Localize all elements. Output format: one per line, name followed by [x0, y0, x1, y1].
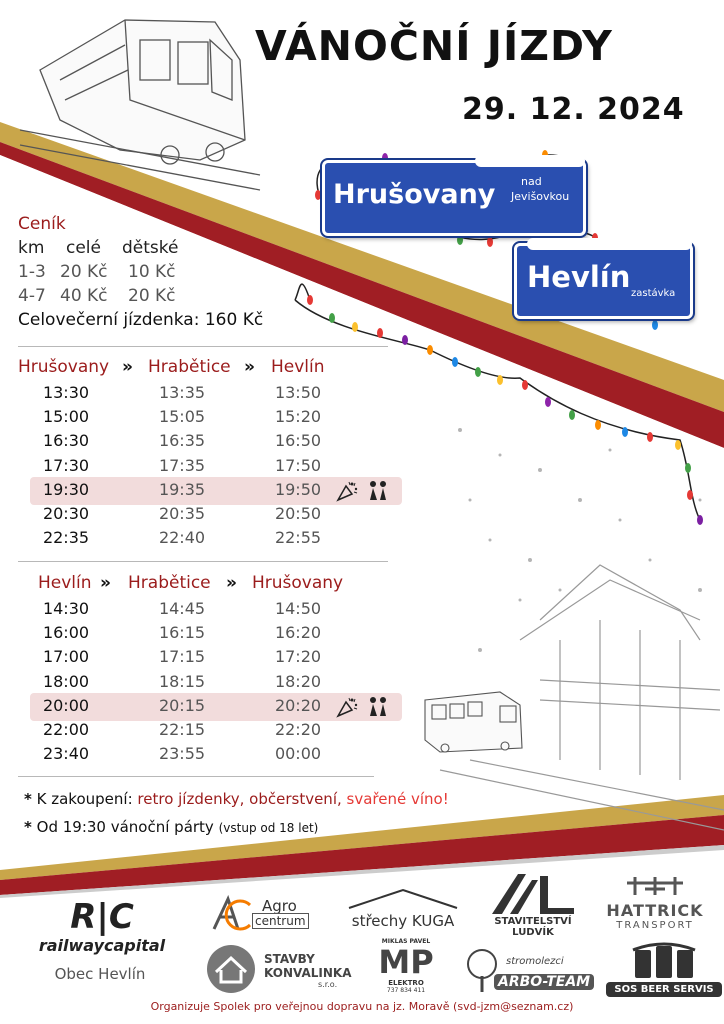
sign-name: Hrušovany [333, 179, 496, 210]
route2-stop-1: Hevlín [38, 573, 92, 593]
note-mulled-wine: svařené víno! [346, 790, 449, 808]
ludvik-mark-icon [488, 872, 578, 916]
arrival-time: 16:50 [274, 431, 322, 451]
via-time: 20:15 [158, 695, 206, 715]
price-child: 10 Kč [128, 262, 176, 282]
mp-mark: MP [378, 943, 434, 981]
price-list-title: Ceník [18, 214, 66, 234]
sign-sub-2: Jevišovkou [511, 190, 570, 203]
party-popper-icon [336, 480, 360, 506]
arbo-top: stromolezci [506, 956, 564, 967]
price-row [18, 284, 263, 308]
via-time: 17:15 [158, 647, 206, 667]
departure-time: 20:30 [42, 504, 90, 523]
price-full: 20 Kč [60, 262, 108, 282]
via-time: 14:45 [158, 599, 206, 618]
logo-railwaycapital [24, 898, 180, 955]
arrival-time: 18:20 [274, 671, 322, 691]
logo-strechy-kuga [338, 888, 468, 930]
event-date: 29. 12. 2024 [462, 92, 685, 127]
arrival-time: 00:00 [274, 744, 322, 764]
note-purchase-label: K zakoupení: [36, 790, 133, 808]
note-star: * [24, 790, 32, 808]
arrival-time: 20:50 [274, 504, 322, 523]
departure-time: 19:30 [42, 479, 90, 499]
arrival-time: 17:50 [274, 455, 322, 475]
mp-sub: ELEKTRO [388, 979, 424, 987]
price-row [18, 260, 263, 284]
price-col-full: celé [66, 238, 101, 258]
price-full: 40 Kč [60, 286, 108, 306]
via-time: 16:35 [158, 431, 206, 451]
arrival-time: 22:20 [274, 720, 322, 739]
beer-mugs-icon [629, 942, 699, 980]
price-col-km: km [18, 238, 45, 258]
rc-name: railwaycapital [38, 936, 166, 955]
departure-time: 14:30 [42, 599, 90, 618]
mp-top: MIKLAS PAVEL [381, 938, 431, 945]
via-time: 19:35 [158, 479, 206, 499]
arrival-time: 13:50 [274, 383, 322, 402]
arrival-time: 15:20 [274, 407, 322, 427]
price-child: 20 Kč [128, 286, 176, 306]
route1-stop-1: Hrušovany [18, 357, 110, 377]
departure-time: 17:00 [42, 647, 90, 667]
arrival-time: 20:20 [274, 695, 322, 715]
roof-icon [343, 888, 463, 910]
evening-ticket: Celovečerní jízdenka: 160 Kč [18, 310, 264, 330]
route1-stop-2: Hrabětice [148, 357, 231, 377]
route2-arrow: » [100, 573, 111, 593]
konv-line2: KONVALINKA [264, 966, 352, 980]
via-time: 17:35 [158, 455, 206, 475]
hattrick-sub: TRANSPORT [616, 920, 694, 931]
departure-time: 17:30 [42, 455, 90, 475]
sos-name: SOS BEER SERVIS [606, 982, 722, 997]
snow-cap [475, 155, 585, 167]
via-time: 22:15 [158, 720, 206, 739]
snow-cap [527, 238, 692, 250]
route1-stop-3: Hevlín [271, 357, 325, 377]
house-icon [206, 944, 256, 994]
note-purchase [24, 790, 449, 808]
note-party [24, 818, 318, 836]
arrival-time: 14:50 [274, 599, 322, 618]
price-km: 1-3 [18, 262, 46, 282]
departure-time: 20:00 [42, 695, 90, 715]
konv-line1: STAVBY [264, 952, 315, 966]
departure-time: 15:00 [42, 407, 90, 427]
arrival-time: 22:55 [274, 528, 322, 548]
logo-obec-hevlin: Obec Hevlín [54, 965, 146, 983]
divider [18, 776, 374, 777]
sign-name: Hevlín [527, 260, 631, 294]
party-popper-icon [336, 696, 360, 722]
dancing-couple-icon [366, 480, 390, 506]
departure-time: 16:30 [42, 431, 90, 451]
price-km: 4-7 [18, 286, 46, 306]
dancing-couple-icon [366, 696, 390, 722]
via-time: 13:35 [158, 383, 206, 402]
note-party-age: (vstup od 18 let) [218, 821, 319, 835]
departure-time: 22:35 [42, 528, 90, 548]
note-purchase-items: retro jízdenky, občerstvení, [137, 790, 342, 808]
route2-stop-3: Hrušovany [252, 573, 344, 593]
rc-mark: R|C [70, 897, 134, 937]
hattrick-mark-icon [625, 875, 685, 897]
note-star: * [24, 818, 32, 836]
departure-time: 13:30 [42, 383, 90, 402]
logo-mp-elektro [370, 938, 442, 994]
route1-arrow: » [244, 357, 255, 377]
price-col-child: dětské [122, 238, 179, 258]
departure-time: 23:40 [42, 744, 90, 764]
arrival-time: 16:20 [274, 623, 322, 643]
page-title: VÁNOČNÍ JÍZDY [255, 22, 613, 70]
via-time: 15:05 [158, 407, 206, 427]
station-sign-hrusovany [322, 160, 586, 236]
route2-stop-2: Hrabětice [128, 573, 211, 593]
departure-time: 16:00 [42, 623, 90, 643]
logo-sos-beer [606, 942, 722, 997]
route1-arrow: » [122, 357, 133, 377]
via-time: 18:15 [158, 671, 206, 691]
price-header-row [18, 236, 263, 260]
ludvik-line2: LUDVÍK [512, 927, 554, 938]
arrival-time: 19:50 [274, 479, 322, 499]
divider [18, 346, 388, 347]
agro-mark-icon [212, 895, 252, 931]
divider [18, 561, 388, 562]
kuga-name: střechy KUGA [351, 912, 455, 930]
price-list [18, 212, 263, 332]
agro-word: Agro [262, 897, 297, 915]
agro-centrum-word: centrum [252, 913, 309, 929]
departure-time: 18:00 [42, 671, 90, 691]
route2-arrow: » [226, 573, 237, 593]
sign-sub-1: nad [521, 175, 542, 188]
mp-phone: 737 834 411 [386, 987, 426, 994]
konv-line3: s.r.o. [318, 980, 338, 989]
via-time: 22:40 [158, 528, 206, 548]
sign-sub: zastávka [631, 288, 676, 299]
ludvik-line1: STAVITELSTVÍ [494, 916, 572, 927]
departure-time: 22:00 [42, 720, 90, 739]
station-sign-hevlin [514, 243, 693, 319]
via-time: 23:55 [158, 744, 206, 764]
via-time: 20:35 [158, 504, 206, 523]
train-sketch-bottom [425, 692, 522, 752]
logo-stavitelstvi-ludvik [478, 872, 588, 938]
note-party-text: Od 19:30 vánoční párty [36, 818, 214, 836]
organizer-footer: Organizuje Spolek pro veřejnou dopravu na jz. Moravě (svd-jzm@seznam.cz) [150, 1000, 574, 1013]
via-time: 16:15 [158, 623, 206, 643]
snow-dots [458, 428, 702, 652]
hattrick-name: HATTRICK [606, 901, 704, 920]
arbo-name: ARBO-TEAM [494, 974, 594, 990]
arrival-time: 17:20 [274, 647, 322, 667]
logo-hattrick [596, 875, 714, 931]
